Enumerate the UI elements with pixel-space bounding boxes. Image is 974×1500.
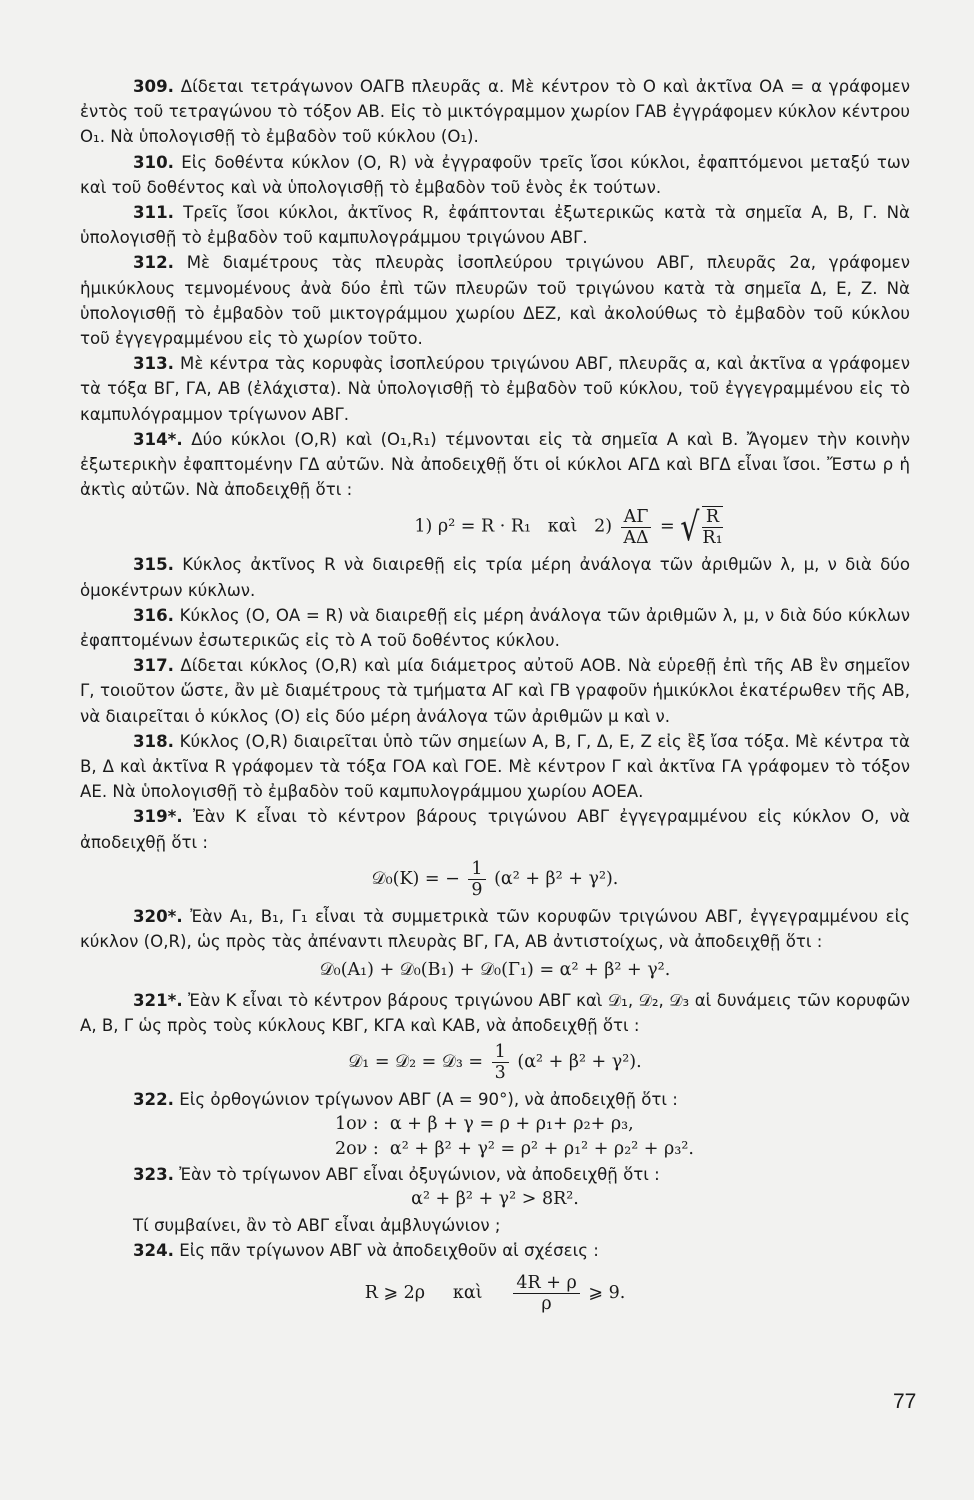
problem-number: 321*. [133, 990, 183, 1010]
equation-323 [80, 1187, 910, 1212]
problem-316 [80, 603, 910, 653]
fraction [621, 507, 652, 548]
conjunction: καὶ [547, 516, 578, 537]
equation-part: 𝒟₁ = 𝒟₂ = 𝒟₃ = [348, 1051, 484, 1072]
problem-text: Ἐὰν Κ εἶναι τὸ κέντρον βάρους τριγώνου ΑΒΓ καὶ 𝒟₁, 𝒟₂, 𝒟₃ αἱ δυνάμεις τῶν κορυφῶν Α, Β, Γ ὡς πρὸς τοὺς κύκλους ΚΒΓ, ΚΓΑ καὶ ΚΑΒ, νὰ ἀποδειχθῇ ὅτι : [80, 990, 910, 1035]
equation-320 [80, 958, 910, 983]
problem-number: 311. [133, 203, 174, 223]
problem-313 [80, 351, 910, 427]
problem-309 [80, 74, 910, 150]
problem-text: Ἐὰν τὸ τρίγωνον ΑΒΓ εἶναι ὀξυγώνιον, νὰ ἀποδειχθῇ ὅτι : [179, 1165, 660, 1185]
equation-part: 1) ρ² = R · R₁ [414, 516, 532, 537]
equation-part: α² + β² + γ² > 8R². [411, 1189, 579, 1210]
problem-number: 322. [133, 1089, 174, 1109]
problem-311 [80, 200, 910, 250]
square-root [680, 504, 725, 551]
fraction-denominator: 3 [494, 1062, 506, 1083]
problem-text: Τρεῖς ἴσοι κύκλοι, ἀκτῖνος R, ἐφάπτονται ἐξωτερικῶς κατὰ τὰ σημεῖα Α, Β, Γ. Νὰ ὑπολογισθῇ τὸ ἐμβαδὸν τοῦ καμπυλογράμμου τριγώνου ΑΒΓ. [80, 203, 910, 248]
problem-318 [80, 729, 910, 805]
problem-text: Κύκλος (Ο,R) διαιρεῖται ὑπὸ τῶν σημείων Α, Β, Γ, Δ, Ε, Ζ εἰς ἓξ ἴσα τόξα. Μὲ κέντρα τὰ Β, Δ καὶ ἀκτῖνα R γράφομεν τὰ τόξα ΓΟΑ καὶ ΓΟΕ. Μὲ κέντρον Γ καὶ ἀκτῖνα ΓΑ γράφομεν τὸ τόξον ΑΕ. Νὰ ὑπολογισθῇ τὸ ἐμβαδὸν τοῦ καμπυλογράμμου χωρίου ΑΟΕΑ. [80, 731, 910, 802]
equals-sign: = [660, 516, 675, 537]
fraction-denominator: 9 [471, 879, 483, 900]
problem-314 [80, 427, 910, 503]
problem-number: 313. [133, 354, 174, 374]
fraction-numerator: 1 [492, 1042, 509, 1063]
problem-text: Μὲ διαμέτρους τὰς πλευρὰς ἰσοπλεύρου τριγώνου ΑΒΓ, πλευρᾶς 2α, γράφομεν ἡμικύκλους τεμνομένους ἀνὰ δύο ἐπὶ τῶν πλευρῶν τοῦ τριγώνου κατὰ τὰ σημεῖα Δ, Ε, Ζ. Νὰ ὑπολογισθῇ τὸ ἐμβαδὸν τοῦ μικτογράμμου χωρίου ΔΕΖ, καὶ ἀκολούθως τὸ ἐμβαδὸν τοῦ κύκλου τοῦ ἐγγεγραμμένου εἰς τὸ χωρίον τοῦτο. [80, 253, 910, 349]
problem-text: Κύκλος (Ο, ΟΑ = R) νὰ διαιρεθῇ εἰς μέρη ἀνάλογα τῶν ἀριθμῶν λ, μ, ν διὰ δύο κύκλων ἐφαπτομένων ἐσωτερικῶς εἰς τὸ Α τοῦ δοθέντος κύκλου. [80, 605, 910, 651]
fraction-denominator: ρ [541, 1293, 552, 1314]
equation-321 [80, 1042, 910, 1083]
fraction-numerator: 1 [468, 859, 485, 880]
fraction [702, 506, 722, 548]
fraction [492, 1042, 509, 1083]
fraction-numerator: ΑΓ [621, 507, 652, 528]
problem-number: 316. [133, 605, 174, 625]
equation-part: (α² + β² + γ²). [517, 1051, 642, 1072]
problem-text: Μὲ κέντρα τὰς κορυφὰς ἰσοπλεύρου τριγώνου ΑΒΓ, πλευρᾶς α, καὶ ἀκτῖνα α γράφομεν τὰ τόξα ΒΓ, ΓΑ, ΑΒ (ἐλάχιστα). Νὰ ὑπολογισθῇ τὸ ἐμβαδὸν τοῦ κύκλου, τοῦ ἐγγεγραμμένου εἰς τὸ καμπυλόγραμμον τρίγωνον ΑΒΓ. [80, 354, 911, 424]
problems-text [80, 74, 910, 1318]
problem-number: 312. [133, 253, 174, 273]
problem-321 [80, 988, 910, 1038]
problem-319 [80, 804, 910, 854]
problem-number: 324. [133, 1240, 174, 1260]
problem-text: Ἐὰν Κ εἶναι τὸ κέντρον βάρους τριγώνου ΑΒΓ ἐγγεγραμμένου εἰς κύκλον Ο, νὰ ἀποδειχθῇ ὅτι : [80, 807, 910, 852]
problem-number: 319*. [133, 807, 183, 827]
row-label: 2ον : [335, 1139, 379, 1160]
problem-text: Δίδεται κύκλος (Ο,R) καὶ μία διάμετρος αὐτοῦ ΑΟΒ. Νὰ εὑρεθῇ ἐπὶ τῆς ΑΒ ἓν σημεῖον Γ, τοιοῦτον ὥστε, ἂν μὲ διαμέτρους τὰ τμήματα ΑΓ καὶ ΓΒ γραφοῦν ἡμικύκλοι ἑκατέρωθεν τῆς ΑΒ, νὰ διαιρεῖται ὁ κύκλος (Ο) εἰς δύο μέρη ἀνάλογα τῶν ἀριθμῶν μ καὶ ν. [80, 656, 910, 726]
equation-322-row-1 [80, 1112, 910, 1137]
fraction-numerator: R [702, 507, 722, 528]
problem-text: Κύκλος ἀκτῖνος R νὰ διαιρεθῇ εἰς τρία μέρη ἀνάλογα τῶν ἀριθμῶν λ, μ, ν διὰ δύο ὁμοκέντρων κύκλων. [80, 555, 910, 600]
problem-322 [80, 1087, 910, 1112]
problem-text: Τί συμβαίνει, ἂν τὸ ΑΒΓ εἶναι ἀμβλυγώνιον ; [133, 1215, 501, 1235]
problem-number: 320*. [133, 906, 183, 926]
problem-number: 317. [133, 656, 174, 676]
conjunction: καὶ [452, 1282, 483, 1303]
fraction-denominator: R₁ [702, 528, 723, 549]
radical-sign-icon: √ [680, 504, 700, 551]
problem-number: 323. [133, 1165, 174, 1185]
fraction-denominator: ΑΔ [623, 527, 649, 548]
problem-text: Εἰς δοθέντα κύκλον (Ο, R) νὰ ἐγγραφοῦν τρεῖς ἴσοι κύκλοι, ἐφαπτόμενοι μεταξύ των καὶ τοῦ δοθέντος καὶ νὰ ὑπολογισθῇ τὸ ἐμβαδὸν τοῦ ἑνὸς ἐκ τούτων. [80, 152, 911, 197]
equation-part: ⩾ 9. [588, 1282, 626, 1303]
problem-323 [80, 1162, 910, 1187]
equation-part: 𝒟₀(Α₁) + 𝒟₀(Β₁) + 𝒟₀(Γ₁) = α² + β² + γ². [319, 960, 671, 981]
page-number: 77 [893, 1390, 917, 1413]
equation-part: (α² + β² + γ²). [494, 868, 619, 889]
problem-text: Δύο κύκλοι (Ο,R) καὶ (Ο₁,R₁) τέμνονται εἰς τὰ σημεῖα Α καὶ Β. Ἄγομεν τὴν κοινὴν ἐξωτερικὴν ἐφαπτομένην ΓΔ αὐτῶν. Νὰ ἀποδειχθῇ ὅτι οἱ κύκλοι ΑΓΔ καὶ ΒΓΔ εἶναι ἴσοι. Ἔστω ρ ἡ ἀκτὶς αὐτῶν. Νὰ ἀποδειχθῇ ὅτι : [80, 429, 910, 500]
problem-323-followup [80, 1213, 910, 1238]
problem-text: Εἰς πᾶν τρίγωνον ΑΒΓ νὰ ἀποδειχθοῦν αἱ σχέσεις : [179, 1240, 599, 1260]
problem-310 [80, 150, 910, 200]
problem-number: 315. [133, 555, 174, 575]
fraction [513, 1273, 579, 1314]
equation-324 [80, 1273, 910, 1314]
problem-317 [80, 653, 910, 729]
equation-319 [80, 859, 910, 900]
equation-part: R ⩾ 2ρ [364, 1282, 426, 1303]
problem-number: 318. [133, 731, 174, 751]
problem-number: 309. [133, 77, 174, 96]
equation-part: 2) [594, 516, 613, 537]
problem-324 [80, 1238, 910, 1263]
problem-number: 314*. [133, 429, 183, 449]
equation-322-row-2 [80, 1137, 910, 1162]
equation-part: α + β + γ = ρ + ρ₁+ ρ₂+ ρ₃, [389, 1114, 634, 1135]
equation-part: α² + β² + γ² = ρ² + ρ₁² + ρ₂² + ρ₃². [389, 1139, 694, 1160]
problem-number: 310. [133, 152, 174, 172]
problem-text: Ἐὰν Α₁, Β₁, Γ₁ εἶναι τὰ συμμετρικὰ τῶν κορυφῶν τριγώνου ΑΒΓ, ἐγγεγραμμένου εἰς κύκλον (Ο,R), ὡς πρὸς τὰς ἀπέναντι πλευρὰς ΒΓ, ΓΑ, ΑΒ ἀντιστοίχως, νὰ ἀποδειχθῇ ὅτι : [80, 906, 910, 952]
fraction [468, 859, 485, 900]
equation-314 [80, 504, 910, 551]
problem-text: Δίδεται τετράγωνον ΟΑΓΒ πλευρᾶς α. Μὲ κέντρον τὸ Ο καὶ ἀκτῖνα ΟΑ = α γράφομεν ἐντὸς τοῦ τετραγώνου τὸ τόξον ΑΒ. Εἰς τὸ μικτόγραμμον χωρίον ΓΑΒ ἐγγράφομεν κύκλον κέντρου Ο₁. Νὰ ὑπολογισθῇ τὸ ἐμβαδὸν τοῦ κύκλου (Ο₁). [80, 77, 910, 147]
problem-315 [80, 552, 910, 602]
problem-320 [80, 904, 910, 954]
problem-text: Εἰς ὀρθογώνιον τρίγωνον ΑΒΓ (Α = 90°), νὰ ἀποδειχθῇ ὅτι : [179, 1089, 678, 1109]
fraction-numerator: 4R + ρ [513, 1273, 579, 1294]
row-label: 1ον : [335, 1114, 379, 1135]
equation-part: 𝒟₀(Κ) = − [371, 868, 460, 889]
problem-312 [80, 250, 910, 351]
